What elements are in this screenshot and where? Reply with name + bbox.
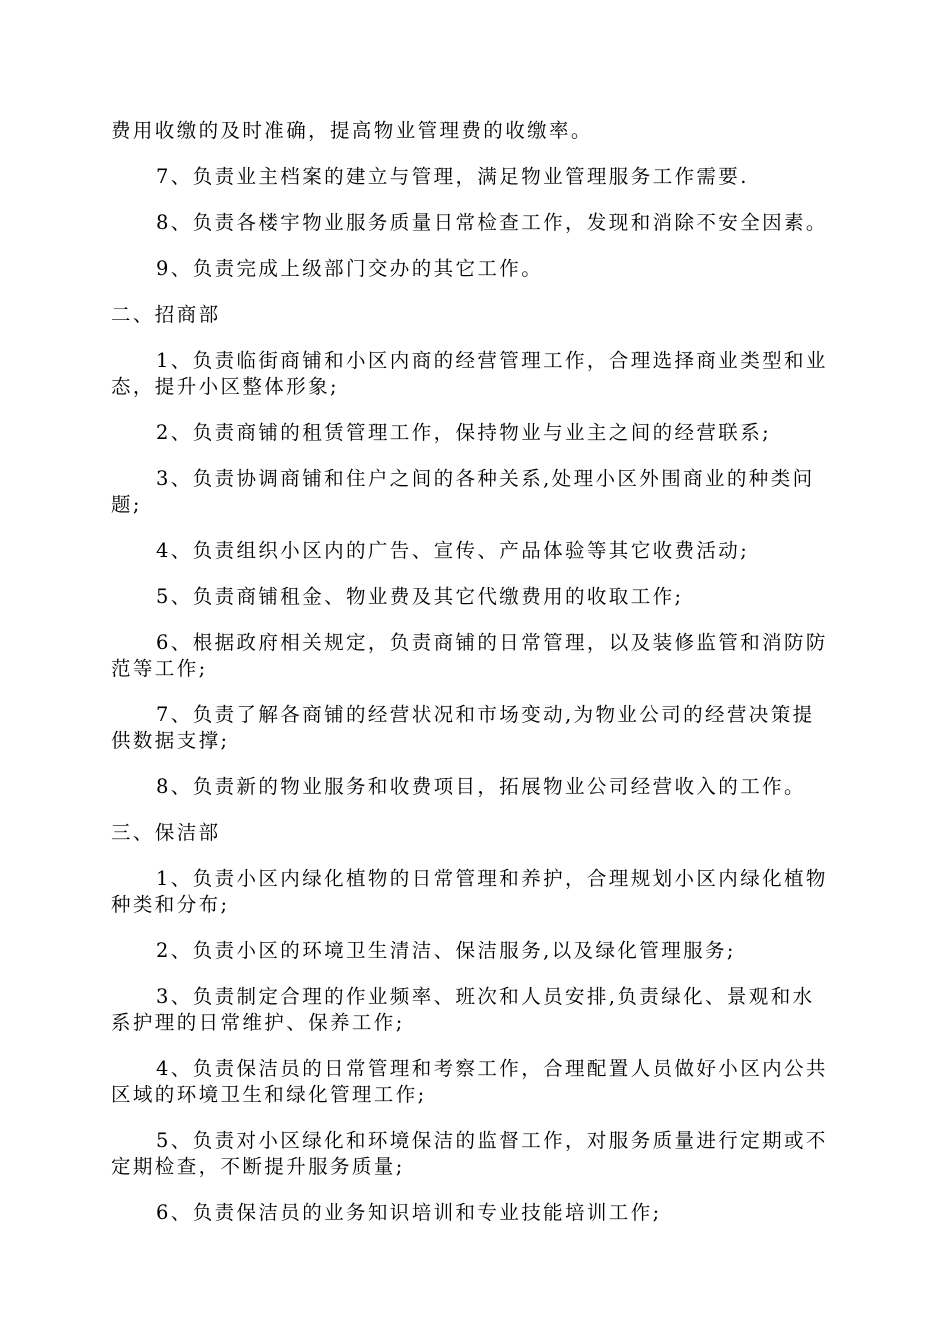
paragraph-line: 2、负责商铺的租赁管理工作，保持物业与业主之间的经营联系; xyxy=(156,421,772,444)
paragraph-line: 范等工作; xyxy=(111,657,208,680)
paragraph-line: 区域的环境卫生和绿化管理工作; xyxy=(111,1083,427,1106)
paragraph-line: 2、负责小区的环境卫生清洁、保洁服务,以及绿化管理服务; xyxy=(156,939,736,962)
paragraph-line: 6、负责保洁员的业务知识培训和专业技能培训工作; xyxy=(156,1201,662,1224)
paragraph-line: 1、负责小区内绿化植物的日常管理和养护，合理规划小区内绿化植物 xyxy=(156,867,828,890)
paragraph-line: 6、根据政府相关规定，负责商铺的日常管理，以及装修监管和消防防 xyxy=(156,631,828,654)
paragraph-line: 5、负责对小区绿化和环境保洁的监督工作，对服务质量进行定期或不 xyxy=(156,1129,828,1152)
paragraph-line: 系护理的日常维护、保养工作; xyxy=(111,1011,405,1034)
paragraph-line: 供数据支撑; xyxy=(111,729,230,752)
section-heading: 二、招商部 xyxy=(111,303,221,326)
paragraph-line: 5、负责商铺租金、物业费及其它代缴费用的收取工作; xyxy=(156,585,684,608)
document-body xyxy=(111,118,841,1226)
paragraph-line: 定期检查，不断提升服务质量; xyxy=(111,1155,405,1178)
paragraph-line: 4、负责保洁员的日常管理和考察工作，合理配置人员做好小区内公共 xyxy=(156,1057,828,1080)
paragraph-line: 费用收缴的及时准确，提高物业管理费的收缴率。 xyxy=(111,119,593,142)
paragraph-line: 9、负责完成上级部门交办的其它工作。 xyxy=(156,257,544,280)
paragraph-line: 题; xyxy=(111,493,142,516)
paragraph-line: 态，提升小区整体形象; xyxy=(111,375,339,398)
section-heading: 三、保洁部 xyxy=(111,821,221,844)
paragraph-line: 8、负责各楼宇物业服务质量日常检查工作，发现和消除不安全因素。 xyxy=(156,211,828,234)
paragraph-line: 8、负责新的物业服务和收费项目，拓展物业公司经营收入的工作。 xyxy=(156,775,806,798)
paragraph-line: 4、负责组织小区内的广告、宣传、产品体验等其它收费活动; xyxy=(156,539,750,562)
paragraph-line: 7、负责业主档案的建立与管理，满足物业管理服务工作需要. xyxy=(156,165,749,188)
paragraph-line: 7、负责了解各商铺的经营状况和市场变动,为物业公司的经营决策提 xyxy=(156,703,815,726)
paragraph-line: 1、负责临街商铺和小区内商的经营管理工作，合理选择商业类型和业 xyxy=(156,349,828,372)
paragraph-line: 种类和分布; xyxy=(111,893,230,916)
paragraph-line: 3、负责制定合理的作业频率、班次和人员安排,负责绿化、景观和水 xyxy=(156,985,815,1008)
paragraph-line: 3、负责协调商铺和住户之间的各种关系,处理小区外围商业的种类问 xyxy=(156,467,815,490)
